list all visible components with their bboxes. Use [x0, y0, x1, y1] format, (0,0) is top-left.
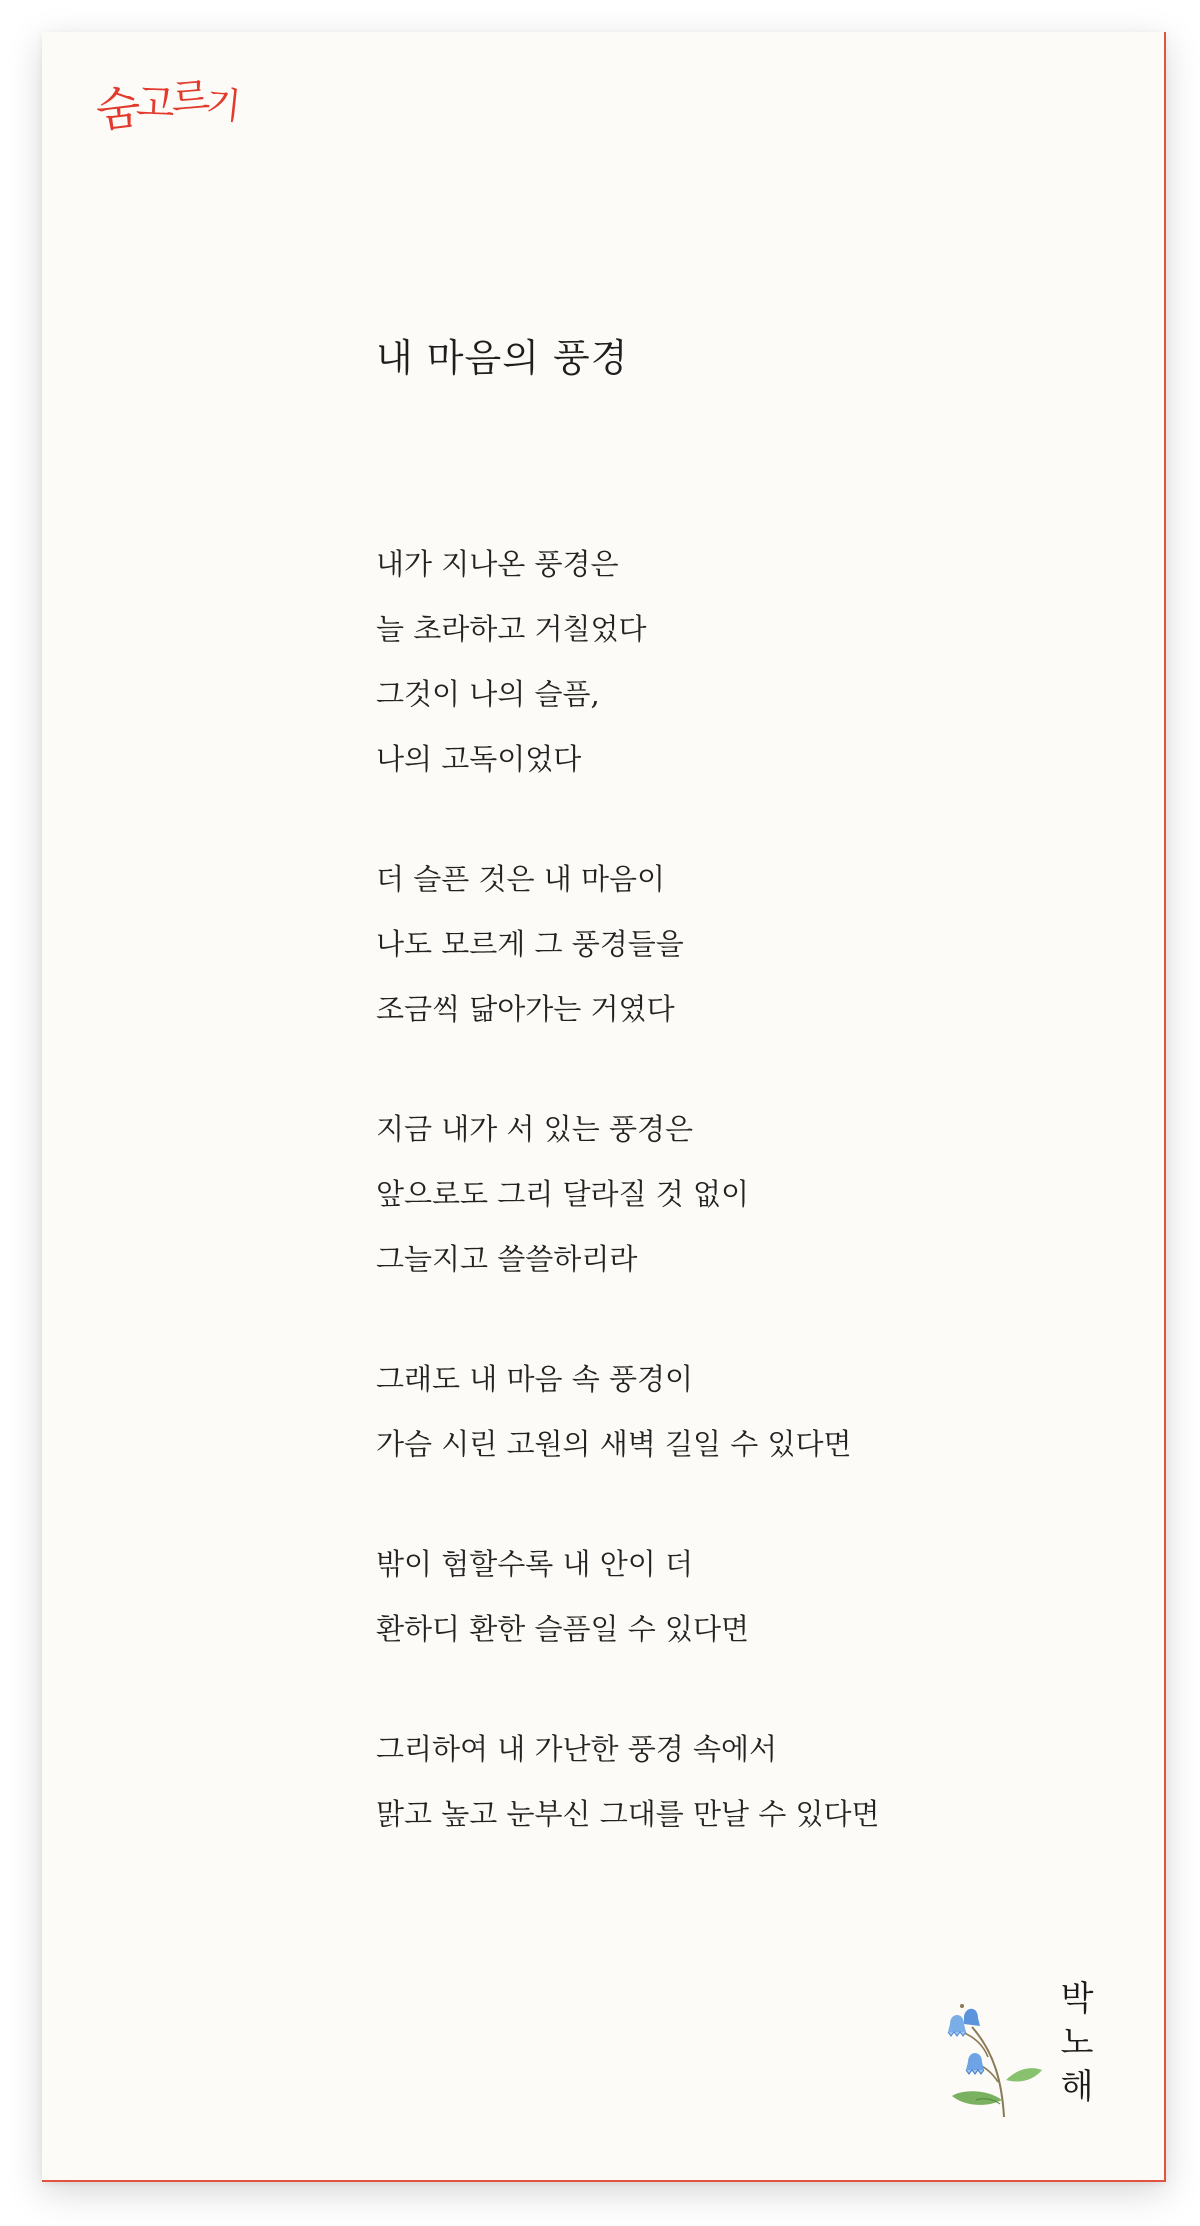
brand-logo	[93, 73, 239, 138]
stanza	[376, 847, 880, 1042]
poem-line: 더 슬픈 것은 내 마음이	[376, 862, 665, 896]
signature-char: 노	[1060, 2023, 1094, 2063]
stanza	[376, 1532, 880, 1662]
poem-title: 내 마음의 풍경	[376, 336, 629, 380]
signature-char: 박	[1060, 1979, 1094, 2019]
poem-line: 그늘지고 쓸쓸하리라	[376, 1242, 638, 1276]
poem-line: 그것이 나의 슬픔,	[376, 677, 600, 711]
poem-line: 조금씩 닮아가는 거였다	[376, 992, 675, 1026]
poem-line: 늘 초라하고 거칠었다	[376, 612, 647, 646]
poem-line: 환하디 환한 슬픔일 수 있다면	[376, 1612, 750, 1646]
logo-char: 고	[135, 80, 173, 128]
poem-body	[376, 532, 880, 1902]
signature-char: 해	[1060, 2067, 1094, 2107]
poem-line: 지금 내가 서 있는 풍경은	[376, 1112, 694, 1146]
logo-char: 기	[203, 83, 239, 128]
poem-card	[42, 32, 1166, 2182]
poem-line: 앞으로도 그리 달라질 것 없이	[376, 1177, 750, 1211]
poem-line: 나도 모르게 그 풍경들을	[376, 927, 684, 961]
poem-line: 그래도 내 마음 속 풍경이	[376, 1362, 694, 1396]
poem-line: 밖이 험할수록 내 안이 더	[376, 1547, 694, 1581]
logo-char: 르	[169, 73, 208, 123]
stanza	[376, 532, 880, 792]
poem-line: 나의 고독이었다	[376, 742, 582, 776]
bluebell-flower-icon	[942, 1972, 1052, 2122]
stanza	[376, 1347, 880, 1477]
logo-char: 숨	[93, 80, 140, 138]
stanza	[376, 1717, 880, 1847]
poem-line: 그리하여 내 가난한 풍경 속에서	[376, 1732, 778, 1766]
poem-line: 맑고 높고 눈부신 그대를 만날 수 있다면	[376, 1797, 880, 1831]
poem-line: 가슴 시린 고원의 새벽 길일 수 있다면	[376, 1427, 852, 1461]
poem-line: 내가 지나온 풍경은	[376, 547, 619, 581]
stanza	[376, 1097, 880, 1292]
author-signature	[1047, 1977, 1107, 2109]
